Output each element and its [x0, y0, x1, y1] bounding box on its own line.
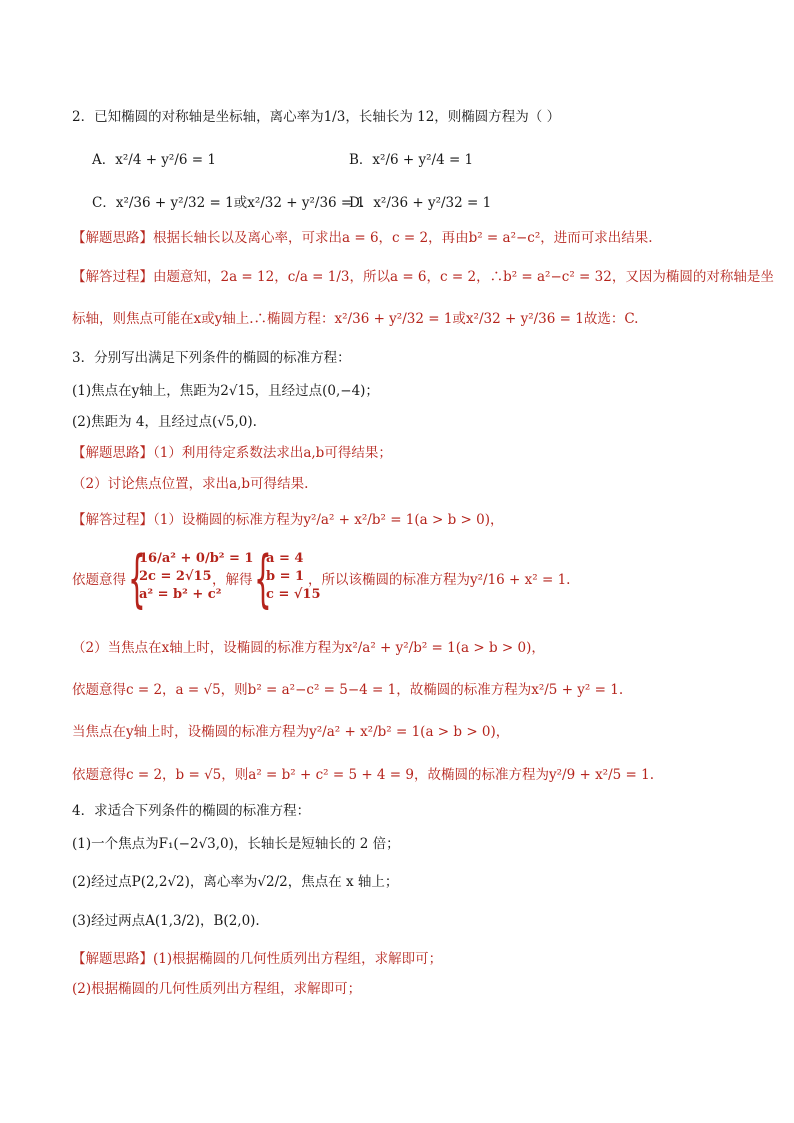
- q2-process-line2: 标轴，则焦点可能在x或y轴上.∴椭圆方程：x²/36 + y²/32 = 1或x²/32 + y²/36 = 1故选：C.: [72, 311, 639, 327]
- q3-stem: 3．分别写出满足下列条件的椭圆的标准方程：: [72, 350, 351, 366]
- q4-idea-line1: [72, 949, 442, 969]
- process-tag: 【解答过程】: [72, 269, 153, 285]
- q3-result-1: ，所以该椭圆的标准方程为y²/16 + x² = 1.: [308, 572, 571, 588]
- q3-idea-line1: [72, 443, 392, 463]
- idea-tag: 【解题思路】: [72, 951, 153, 967]
- left-brace-1: {: [128, 542, 146, 615]
- solution-a: a = 4: [266, 551, 304, 566]
- q3-case-x-solve: 依题意得c = 2，a = √5，则b² = a²−c² = 5−4 = 1，故椭圆的标准方程为x²/5 + y² = 1.: [72, 682, 624, 698]
- q3-process-line1: [72, 510, 504, 530]
- q3-case-x: （2）当焦点在x轴上时，设椭圆的标准方程为x²/a² + y²/b² = 1(a > b > 0)，: [72, 640, 545, 656]
- q3-case-y-solve: 依题意得c = 2，b = √5，则a² = b² + c² = 5 + 4 = 9，故椭圆的标准方程为y²/9 + x²/5 = 1.: [72, 767, 655, 783]
- idea-text: 根据长轴长以及离心率，可求出a = 6，c = 2，再由b² = a²−c²，进而可求出结果.: [153, 230, 653, 246]
- q2-process-line1: [72, 267, 774, 287]
- solution-b: b = 1: [266, 569, 305, 584]
- q2-idea: [72, 228, 653, 248]
- idea-text: (1)根据椭圆的几何性质列出方程组，求解即可；: [153, 951, 443, 967]
- q3-solve-label: ，解得: [212, 572, 253, 588]
- system-eq-2: 2c = 2√15: [139, 569, 212, 584]
- idea-text: （1）利用待定系数法求出a,b可得结果；: [153, 445, 392, 461]
- q2-option-d: D．x²/36 + y²/32 = 1: [349, 195, 492, 211]
- q3-case-y: 当焦点在y轴上时，设椭圆的标准方程为y²/a² + x²/b² = 1(a > b > 0)，: [72, 724, 510, 740]
- idea-tag: 【解题思路】: [72, 445, 153, 461]
- q3-idea-line2: （2）讨论焦点位置，求出a,b可得结果.: [72, 476, 309, 492]
- process-tag: 【解答过程】: [72, 512, 153, 528]
- q2-option-b: B．x²/6 + y²/4 = 1: [349, 152, 474, 168]
- q3-given-label: 依题意得: [72, 572, 126, 588]
- process-text: （1）设椭圆的标准方程为y²/a² + x²/b² = 1(a > b > 0)，: [153, 512, 504, 528]
- left-brace-2: {: [254, 542, 272, 615]
- idea-tag: 【解题思路】: [72, 230, 153, 246]
- process-text: 由题意知，2a = 12，c/a = 1/3，所以a = 6，c = 2，∴b² = a²−c² = 32，又因为椭圆的对称轴是坐: [153, 269, 774, 285]
- system-eq-3: a² = b² + c²: [139, 587, 222, 602]
- q4-condition-3: (3)经过两点A(1,3/2)，B(2,0).: [72, 913, 260, 929]
- q4-stem: 4．求适合下列条件的椭圆的标准方程：: [72, 803, 311, 819]
- q3-condition-1: (1)焦点在y轴上，焦距为2√15，且经过点(0,−4)；: [72, 383, 379, 399]
- q4-idea-line2: (2)根据椭圆的几何性质列出方程组，求解即可；: [72, 981, 362, 997]
- system-eq-1: 16/a² + 0/b² = 1: [139, 551, 254, 566]
- q2-option-a: A．x²/4 + y²/6 = 1: [92, 152, 216, 168]
- q4-condition-2: (2)经过点P(2,2√2)，离心率为√2/2，焦点在 x 轴上；: [72, 874, 399, 890]
- q3-condition-2: (2)焦距为 4，且经过点(√5,0).: [72, 414, 257, 430]
- q2-stem: 2．已知椭圆的对称轴是坐标轴，离心率为1/3，长轴长为 12，则椭圆方程为（ ）: [72, 109, 561, 125]
- q2-option-c: C．x²/36 + y²/32 = 1或x²/32 + y²/36 = 1: [92, 195, 366, 211]
- solution-c: c = √15: [266, 587, 321, 602]
- q4-condition-1: (1)一个焦点为F₁(−2√3,0)，长轴长是短轴长的 2 倍；: [72, 836, 400, 852]
